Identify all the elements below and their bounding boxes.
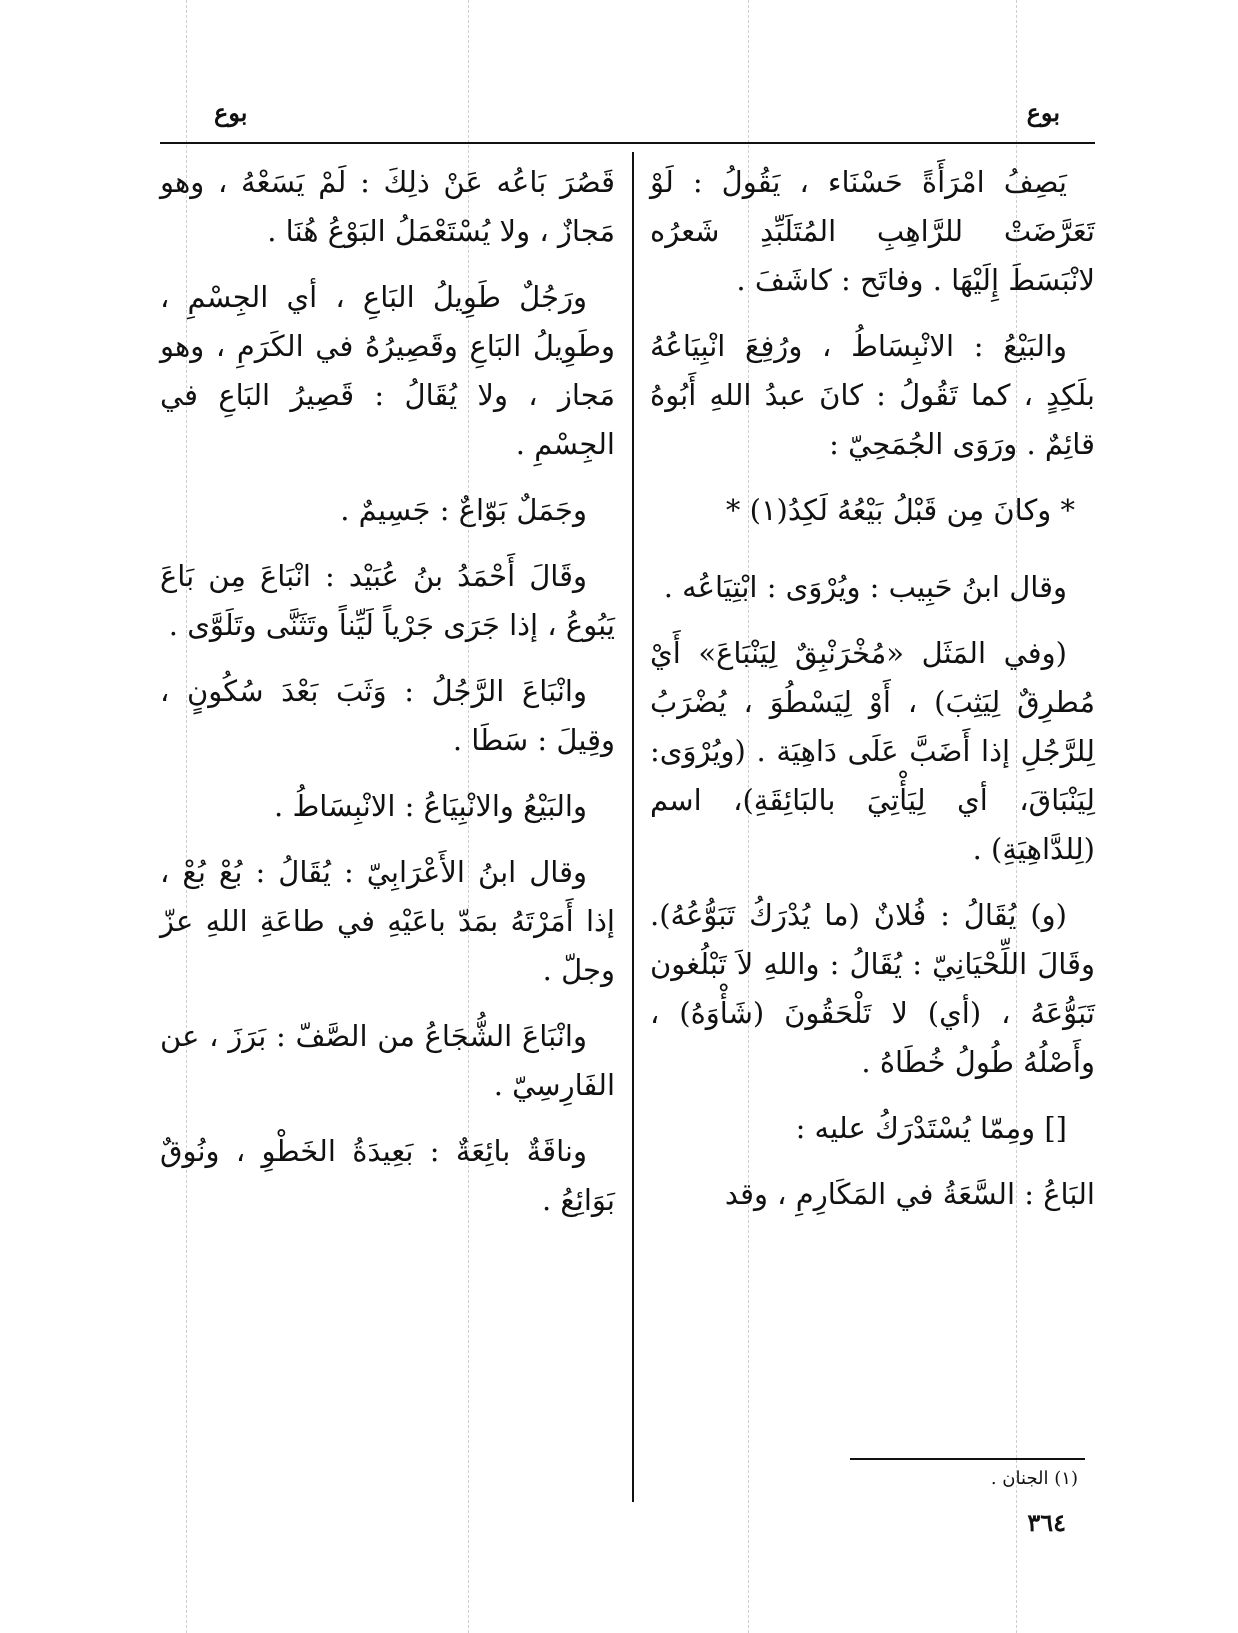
paragraph: [] ومِمّا يُسْتَدْرَكُ عليه : (795, 1111, 1067, 1145)
page-number: ٣٦٤ (1027, 1508, 1066, 1537)
paragraph: والبَيْعُ والانْبِيَاعُ : الانْبِسَاطُ . (274, 789, 587, 823)
paragraph: (و) يُقَالُ : فُلانٌ (ما يُدْرَكُ تَبَوُّعُهُ). وقَالَ اللِّحْيَانِيّ : يُقَالُ : واللهِ لاَ تَبْلُغون تَبَوُّعَهُ ، (أي) لا تَلْحَقُونَ (شَأْوَهُ) ، وأَصْلُهُ طُولُ خُطَاهُ . (650, 898, 1095, 1079)
footnote: (١) الجنان . (990, 1468, 1078, 1489)
running-head-left: بوع (214, 98, 248, 127)
paragraph: وانْبَاعَ الشُّجَاعُ من الصَّفّ : بَرَزَ ، عن الفَارِسِيّ . (160, 1019, 615, 1102)
right-column (650, 158, 1095, 1236)
left-column (160, 158, 615, 1242)
paragraph: وقال ابنُ حَبِيب : ويُرْوَى : ابْتِيَاعُه . (663, 570, 1067, 604)
column-divider (632, 152, 634, 1502)
verse-line: * وكانَ مِن قَبْلُ بَيْعُهُ لَكِدُ(١) * (725, 493, 1075, 527)
paragraph: والبَيْعُ : الانْبِسَاطُ ، ورُفِعَ انْبِيَاعُهُ بلَكِدٍ ، كما تَقُولُ : كانَ عبدُ اللهِ أَبُوهُ قائِمٌ . ورَوَى الجُمَحِيّ : (650, 329, 1095, 461)
paragraph: يَصِفُ امْرَأَةً حَسْنَاء ، يَقُولُ : لَوْ تَعَرَّضَتْ للرَّاهِبِ المُتَلَبِّدِ شَعرُه لانْبَسَطَ إِلَيْهَا . وفاتَح : كاشَفَ . (650, 165, 1095, 297)
paragraph: البَاعُ : السَّعَةُ في المَكَارِمِ ، وقد (724, 1177, 1095, 1211)
header-rule (160, 142, 1095, 144)
footnote-rule (850, 1458, 1085, 1460)
running-head-right: بوع (1026, 98, 1060, 127)
paragraph: قَصُرَ بَاعُه عَنْ ذلِكَ : لَمْ يَسَعْهُ ، وهو مَجازٌ ، ولا يُسْتَعْمَلُ البَوْعُ هُنَا . (160, 165, 615, 248)
paragraph: ورَجُلٌ طَوِيلُ البَاعِ ، أي الجِسْمِ ، وطَوِيلُ البَاعِ وقَصِيرُهُ في الكَرَمِ ، وهو مَجاز ، ولا يُقَالُ : قَصِيرُ البَاعِ في الجِسْمِ . (160, 280, 615, 461)
paragraph: وجَمَلٌ بَوّاعٌ : جَسِيمٌ . (340, 493, 587, 527)
paragraph: وقال ابنُ الأَعْرَابِيّ : يُقَالُ : بُعْ بُعْ ، إذا أَمَرْتَهُ بمَدّ باعَيْهِ في طاعَةِ اللهِ عزّ وجلّ . (160, 855, 615, 987)
paragraph: وناقَةٌ بائِعَةٌ : بَعِيدَةُ الخَطْوِ ، ونُوقٌ بَوَائِعُ . (160, 1134, 615, 1217)
paragraph: (وفي المَثَل «مُخْرَنْبِقٌ لِيَنْبَاعَ» أَيْ مُطرِقٌ لِيَثِبَ) ، أَوْ لِيَسْطُوَ ، يُضْرَبُ لِلرَّجُلِ إذا أَضَبَّ عَلَى دَاهِيَة . (ويُرْوَى: لِيَنْبَاقَ، أي لِيَأْتِيَ بالبَائِقَةِ)، اسم (لِلدَّاهِيَةِ) . (650, 636, 1095, 866)
paragraph: وانْبَاعَ الرَّجُلُ : وَثَبَ بَعْدَ سُكُونٍ ، وقِيلَ : سَطَا . (160, 674, 615, 757)
paragraph: وقَالَ أَحْمَدُ بنُ عُبَيْد : انْبَاعَ مِن بَاعَ يَبُوعُ ، إذا جَرَى جَرْياً لَيِّناً وتَثَنَّى وتَلَوَّى . (160, 559, 615, 642)
